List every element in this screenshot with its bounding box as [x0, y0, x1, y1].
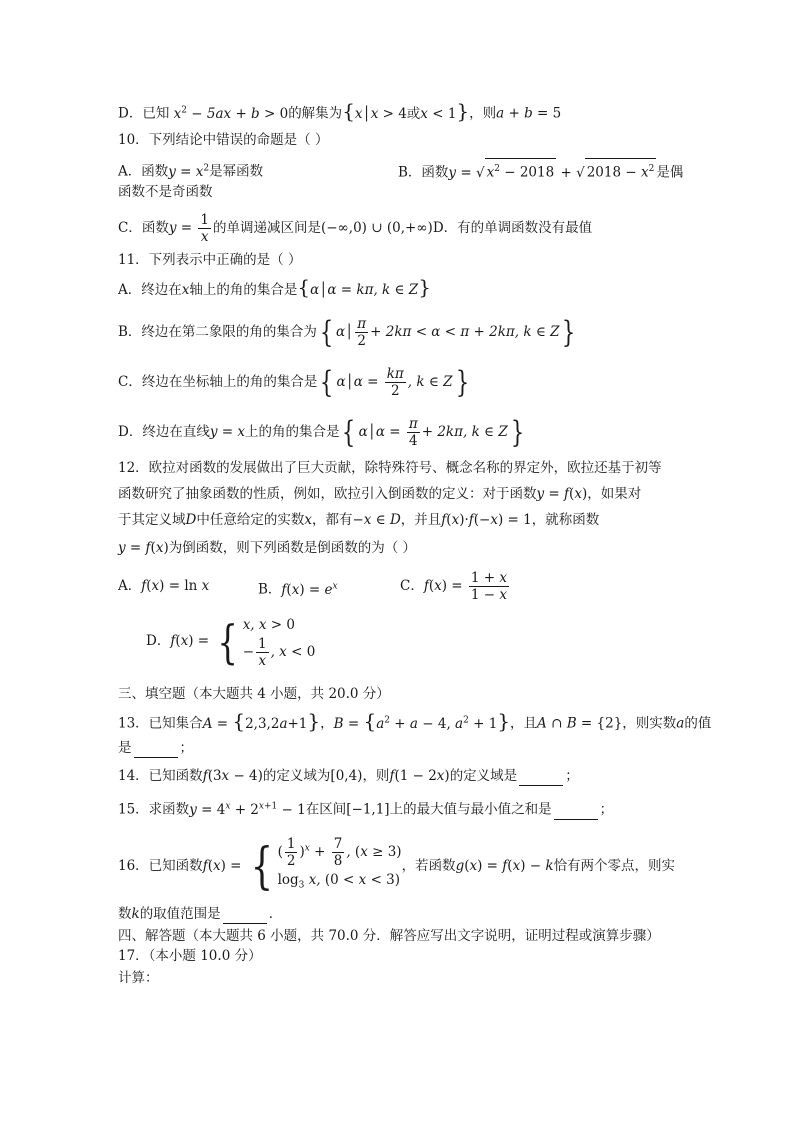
q12-option-b: B．$f(x) = e^x$ [258, 581, 338, 598]
q12-option-c: C．f(x) = $\frac{1 + x}{1 - x}$ [400, 570, 508, 603]
question-14: 14．已知函数f(3x − 4)的定义域为[0,4)，则f(1 − 2x)的定义域是 ； [118, 768, 579, 784]
question-12-line-3: 于其定义域D中任意给定的实数x，都有−x ∈ D，并且f(x)·f(−x) = 1，就称函数 [118, 512, 600, 528]
q10-option-c: C．函数y = $\frac{1}{x}$ 的单调递减区间是(−∞,0) ∪ (0,+∞)D．有的单调函数没有最值 [118, 212, 593, 245]
q10-option-b-continued: 函数不是奇函数 [118, 184, 213, 200]
question-15: 15．求函数$y = 4^x + 2^{x+1} - 1$在区间[−1,1]上的最大值与最小值之和是 ； [118, 801, 614, 818]
q11-option-d: D．终边在直线y = x上的角的集合是{ α│α = $\frac{\pi}{4}$ + 2kπ, k ∈ Z} [118, 414, 524, 450]
answer-blank-16[interactable] [223, 909, 267, 924]
q10-option-b: B．函数y = √ $x^2 - 2018$ + √ $2018 - x^2$ 是偶 [398, 158, 683, 183]
answer-blank-14[interactable] [519, 771, 563, 786]
q10-option-a: A．函数$y = x^2$是幂函数 [118, 163, 264, 180]
question-12-line-1: 12．欧拉对函数的发展做出了巨大贡献，除特殊符号、概念名称的界定外，欧拉还基于初等 [118, 460, 662, 476]
answer-blank-13[interactable] [134, 743, 178, 758]
section-3-heading: 三、填空题（本大题共 4 小题，共 20.0 分） [118, 686, 390, 702]
question-12-line-4: y = f(x)为倒函数，则下列函数是倒函数的为（ ） [118, 540, 417, 556]
section-4-heading: 四、解答题（本大题共 6 小题，共 70.0 分．解答应写出文字说明，证明过程或演算步骤） [118, 928, 660, 944]
q12-option-d: D．f(x) = { x, x > 0 − $\frac{1}{x}$ , x < 0 [146, 614, 316, 669]
q11-option-a: A．终边在x轴上的角的集合是{α│α = kπ, k ∈ Z} [118, 275, 431, 299]
q9-option-d: D．已知 $x^2 - 5ax + b > 0$的解集为{x│x > 4或x < 1}，则a + b = 5 [118, 98, 562, 123]
q11-option-b: B．终边在第二象限的角的集合为{ α│ $\frac{\pi}{2}$ + 2kπ < α < π + 2kπ, k ∈ Z} [118, 314, 576, 350]
question-17-heading: 17．（本小题 10.0 分） [118, 948, 262, 964]
q11-option-c: C．终边在坐标轴上的角的集合是{ α│α = $\frac{k\pi}{2}$ , k ∈ Z} [118, 364, 469, 400]
question-12-line-2: 函数研究了抽象函数的性质，例如，欧拉引入倒函数的定义：对于函数y = f(x)，如果对 [118, 486, 642, 502]
question-16-continued: 数k的取值范围是 ． [118, 906, 283, 922]
question-10-stem: 10．下列结论中错误的命题是（ ） [118, 132, 329, 148]
q12-option-a: A．f(x) = ln x [118, 578, 210, 594]
question-13-continued: 是 ； [118, 740, 193, 756]
question-11-stem: 11．下列表示中正确的是（ ） [118, 252, 302, 268]
question-13: 13．已知集合A = {2,3,2a+1}，$B = \{a^2 + a - 4$, $a^2 + 1$}，且A ∩ B = {2}，则实数a的值 [118, 708, 712, 733]
question-16: 16．已知函数f(x) = { ( $\frac{1}{2}$ )$^x$ + $\frac{7}{8}$ , (x ≥ 3) $\log_3 x$, (0 < x < 3) ，若函数g(x) = f(x) − k恰有两个零点，则实 [118, 836, 676, 896]
answer-blank-15[interactable] [554, 805, 598, 820]
question-17-prompt: 计算： [118, 970, 159, 986]
